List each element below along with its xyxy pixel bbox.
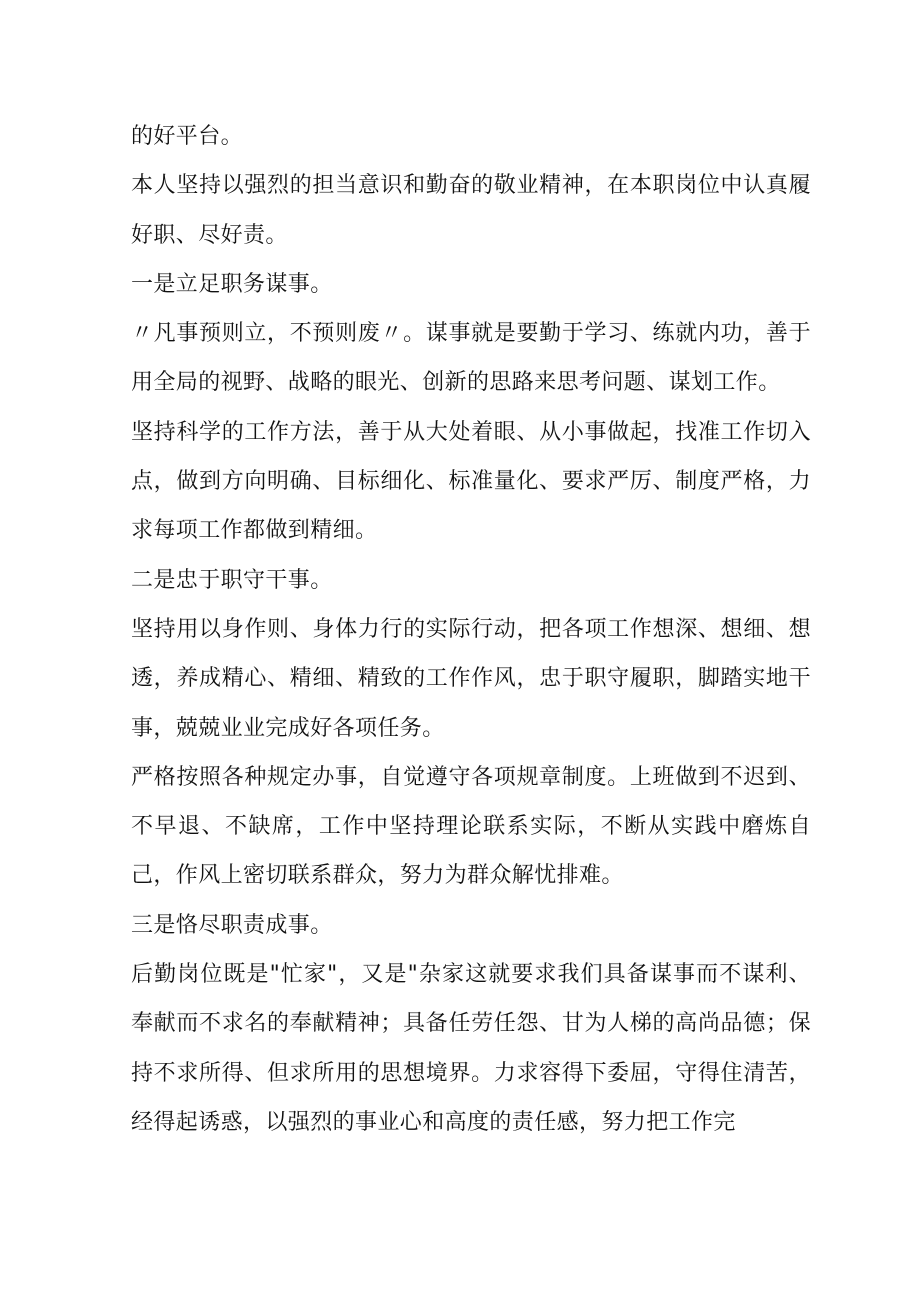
heading-two: 二是忠于职守干事。 — [131, 567, 333, 593]
heading-one: 一是立足职务谋事。 — [131, 271, 333, 297]
heading-three: 三是恪尽职责成事。 — [131, 912, 333, 938]
paragraph-7: 后勤岗位既是"忙家"，又是"杂家这就要求我们具备谋事而不谋利、奉献而不求名的奉献精神；具备任劳任怨、甘为人梯的高尚品德；保持不求所得、但求所用的思想境界。力求容得下委屈，守得住清苦，经得起诱惑，以强烈的事业心和高度的责任感，努力把工作完 — [131, 962, 811, 1135]
document-body — [131, 112, 811, 1147]
paragraph-5: 坚持用以身作则、身体力行的实际行动，把各项工作想深、想细、想透，养成精心、精细、精致的工作作风，忠于职守履职，脚踏实地干事，兢兢业业完成好各项任务。 — [131, 616, 811, 741]
paragraph-2: 本人坚持以强烈的担当意识和勤奋的敬业精神，在本职岗位中认真履好职、尽好责。 — [131, 173, 811, 248]
paragraph-6: 严格按照各种规定办事，自觉遵守各项规章制度。上班做到不迟到、不早退、不缺席，工作中坚持理论联系实际，不断从实践中磨炼自己，作风上密切联系群众，努力为群众解忧排难。 — [131, 764, 811, 889]
paragraph-4: 坚持科学的工作方法，善于从大处着眼、从小事做起，找准工作切入点，做到方向明确、目标细化、标准量化、要求严厉、制度严格，力求每项工作都做到精细。 — [131, 419, 811, 544]
paragraph-1: 的好平台。 — [131, 124, 244, 149]
paragraph-3: 〃凡事预则立，不预则废〃。谋事就是要勤于学习、练就内功，善于用全局的视野、战略的眼光、创新的思路来思考问题、谋划工作。 — [131, 321, 811, 396]
